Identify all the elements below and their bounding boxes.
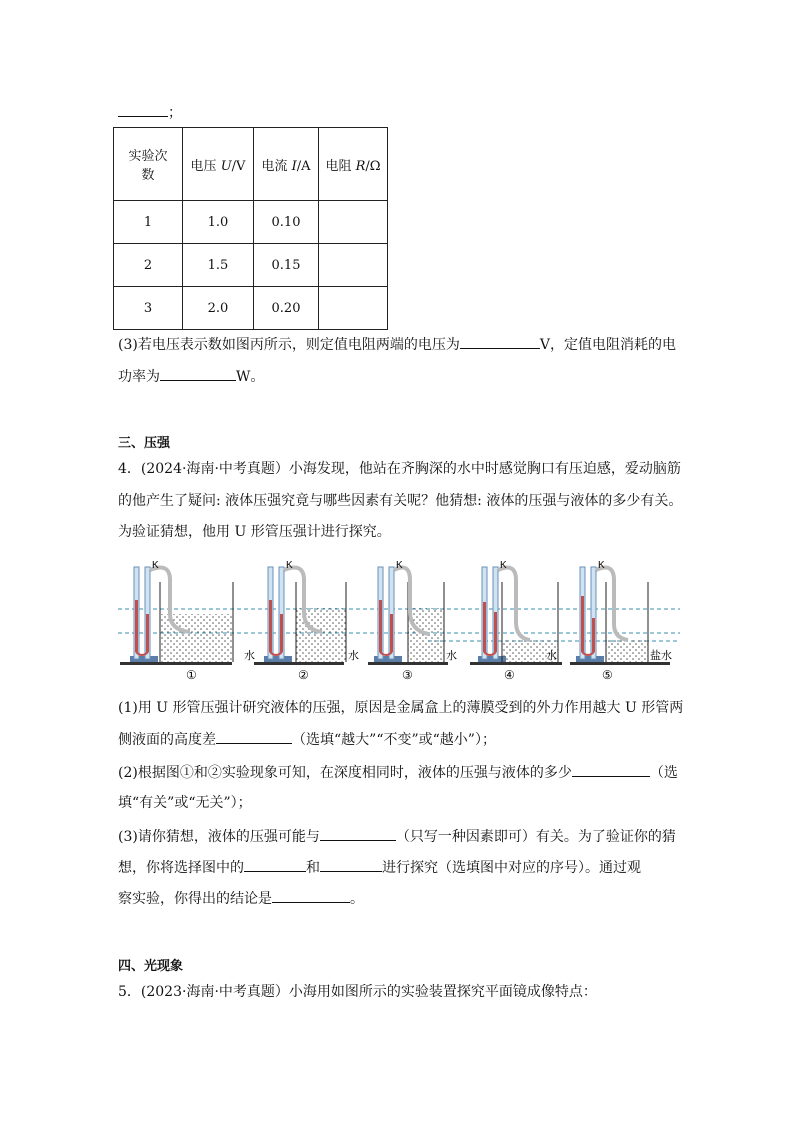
apparatus-panel-1 xyxy=(120,560,255,682)
answer-blank[interactable] xyxy=(118,102,168,117)
subquestion-2-line1: (2)根据图①和②实验现象可知，在深度相同时，液体的压强与液体的多少 （选 xyxy=(118,762,678,783)
question-3-line1: (3)若电压表示数如图丙所示，则定值电阻两端的电压为 V，定值电阻消耗的电 xyxy=(118,334,676,355)
liquid-label: 水 xyxy=(244,649,255,662)
table-cell-answer[interactable] xyxy=(319,201,388,244)
answer-line-top: ； xyxy=(118,102,182,123)
table-row xyxy=(114,201,388,244)
question-3-line2: 功率为 W。 xyxy=(118,366,264,387)
apparatus-panel-4 xyxy=(470,560,562,682)
table-cell-answer[interactable] xyxy=(319,244,388,287)
answer-blank[interactable] xyxy=(572,762,650,777)
subquestion-2-line2: 填“有关”或“无关”）； xyxy=(118,795,252,811)
question-4-line3: 为验证猜想，他用 U 形管压强计进行探究。 xyxy=(118,524,391,540)
svg-text:K: K xyxy=(286,560,293,571)
panel-number: ① xyxy=(186,668,197,682)
table-header-row xyxy=(114,128,388,201)
apparatus-panel-2 xyxy=(254,560,359,682)
apparatus-panel-5 xyxy=(570,560,672,682)
data-table xyxy=(113,127,388,330)
answer-blank[interactable] xyxy=(160,366,236,381)
subquestion-1-line1: (1)用 U 形管压强计研究液体的压强，原因是金属盒上的薄膜受到的外力作用越大 U 形管两 xyxy=(118,700,684,716)
table-cell: 1.5 xyxy=(183,244,254,287)
panel-number: ⑤ xyxy=(602,668,613,682)
table-cell: 3 xyxy=(114,287,183,330)
liquid-label: 盐水 xyxy=(650,649,672,662)
answer-blank[interactable] xyxy=(244,857,306,872)
liquid-label: 水 xyxy=(446,649,457,662)
panel-number: ④ xyxy=(504,668,515,682)
table-row xyxy=(114,244,388,287)
apparatus-panel-3 xyxy=(368,560,457,682)
svg-text:K: K xyxy=(598,560,605,571)
subquestion-3-line2: 想，你将选择图中的 和 进行探究（选填图中对应的序号）。通过观 xyxy=(118,857,641,878)
section-heading-pressure: 三、压强 xyxy=(118,436,171,451)
table-cell: 0.10 xyxy=(254,201,319,244)
u-tube-manometer-figure xyxy=(118,552,680,684)
liquid-label: 水 xyxy=(348,649,359,662)
answer-blank[interactable] xyxy=(272,888,350,903)
table-cell: 2 xyxy=(114,244,183,287)
header-trial: 实验次 数 xyxy=(114,128,183,201)
header-current: 电流 I/A xyxy=(254,128,319,201)
question-4-line1: 4．(2024·海南·中考真题）小海发现，他站在齐胸深的水中时感觉胸口有压迫感，爱动脑筋 xyxy=(118,461,681,477)
table-cell: 0.20 xyxy=(254,287,319,330)
svg-text:K: K xyxy=(396,560,403,571)
answer-blank[interactable] xyxy=(320,857,382,872)
answer-blank[interactable] xyxy=(460,334,540,349)
section-heading-light: 四、光现象 xyxy=(118,959,184,974)
question-5-line1: 5．(2023·海南·中考真题）小海用如图所示的实验装置探究平面镜成像特点： xyxy=(118,984,597,1000)
svg-text:K: K xyxy=(152,560,159,571)
table-cell: 1 xyxy=(114,201,183,244)
question-4-line2: 的他产生了疑问: 液体压强究竟与哪些因素有关呢？他猜想: 液体的压强与液体的多少有关。 xyxy=(118,493,683,509)
liquid-label: 水 xyxy=(546,649,557,662)
answer-blank[interactable] xyxy=(320,826,396,841)
header-voltage: 电压 U/V xyxy=(183,128,254,201)
panel-number: ③ xyxy=(402,668,413,682)
table-cell: 1.0 xyxy=(183,201,254,244)
header-resistance: 电阻 R/Ω xyxy=(319,128,388,201)
table-cell: 2.0 xyxy=(183,287,254,330)
table-cell: 0.15 xyxy=(254,244,319,287)
table-row xyxy=(114,287,388,330)
table-cell-answer[interactable] xyxy=(319,287,388,330)
subquestion-3-line3: 察实验，你得出的结论是 。 xyxy=(118,888,364,909)
panel-number: ② xyxy=(298,668,309,682)
subquestion-3-line1: (3)请你猜想，液体的压强可能与 （只写一种因素即可）有关。为了验证你的猜 xyxy=(118,826,676,847)
subquestion-1-line2: 侧液面的高度差 （选填“越大”“不变”或“越小”）； xyxy=(118,729,496,750)
svg-text:K: K xyxy=(500,560,507,571)
answer-blank[interactable] xyxy=(216,729,292,744)
